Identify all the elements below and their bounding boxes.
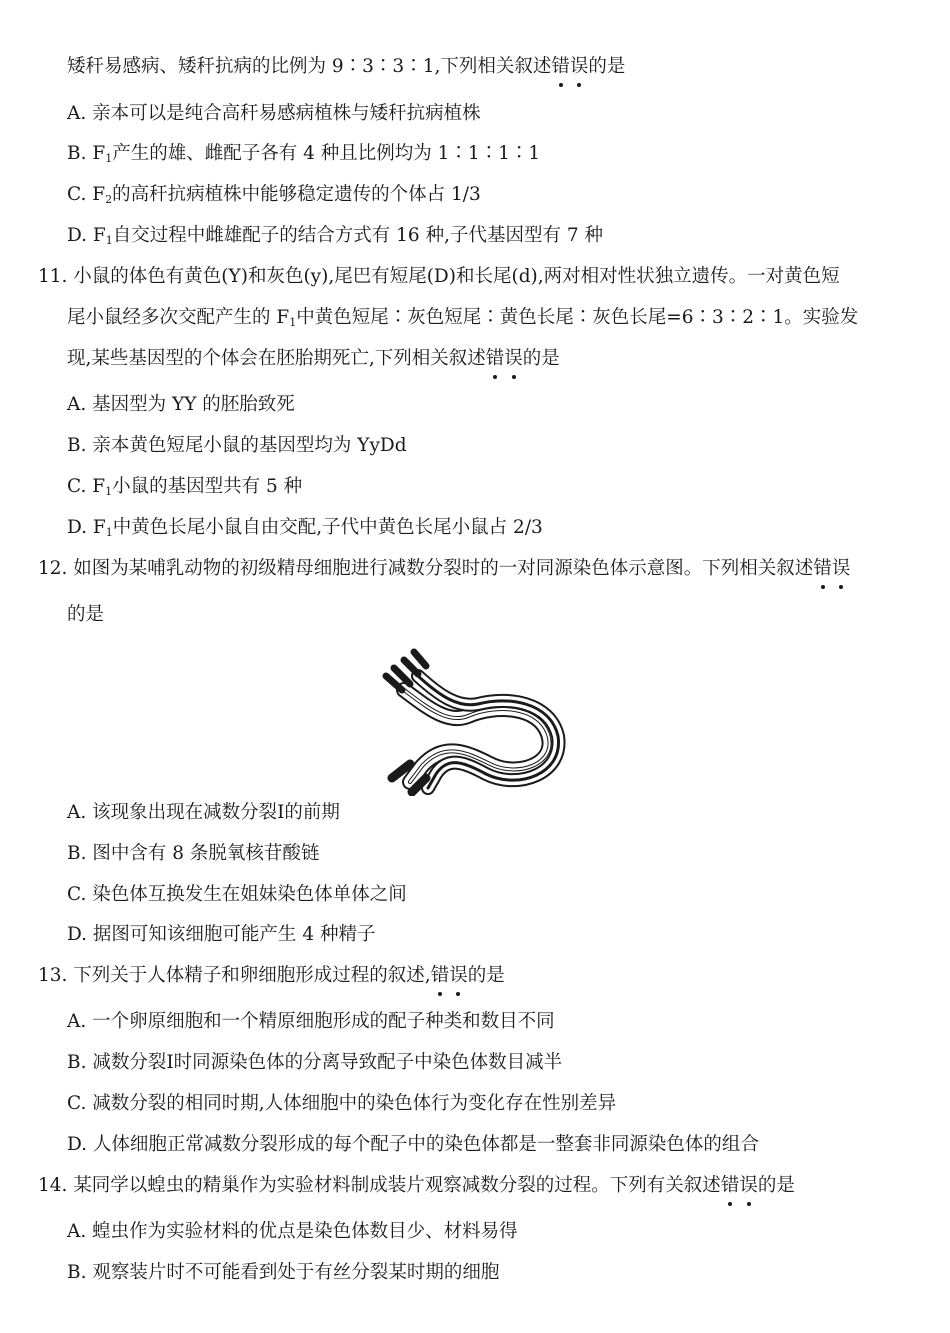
emphasis-char: 误: [504, 346, 523, 372]
q11-stem-line2: 尾小鼠经多次交配产生的 $F_1$中黄色短尾∶灰色短尾∶黄色长尾∶灰色长尾=6∶3∶2∶1。实验发: [67, 307, 859, 329]
emphasis-char: 错: [486, 346, 505, 372]
emphasis-char: 错: [721, 1173, 740, 1199]
q11-option-a: A. 基因型为 YY 的胚胎致死: [67, 394, 295, 415]
q13-stem: 13. 下列关于人体精子和卵细胞形成过程的叙述,错误的是: [38, 963, 505, 989]
q11-option-d: D. $F_1$中黄色长尾小鼠自由交配,子代中黄色长尾小鼠占 2/3: [67, 517, 543, 539]
q11-option-b: B. 亲本黄色短尾小鼠的基因型均为 YyDd: [67, 435, 407, 456]
q14-option-b: B. 观察装片时不可能看到处于有丝分裂某时期的细胞: [67, 1262, 500, 1283]
q10-stem-tail: 矮秆易感病、矮秆抗病的比例为 9∶3∶3∶1,下列相关叙述错误的是: [67, 54, 625, 80]
homologous-chromosomes-figure: [378, 646, 568, 796]
emphasis-char: 误: [570, 54, 589, 80]
q10-option-a: A. 亲本可以是纯合高秆易感病植株与矮秆抗病植株: [67, 103, 481, 124]
q13-option-a: A. 一个卵原细胞和一个精原细胞形成的配子种类和数目不同: [67, 1011, 555, 1032]
q13-option-d: D. 人体细胞正常减数分裂形成的每个配子中的染色体都是一整套非同源染色体的组合: [67, 1134, 759, 1155]
q10-option-b: B. $F_1$产生的雄、雌配子各有 4 种且比例均为 1∶1∶1∶1: [67, 143, 541, 165]
emphasis-char: 错: [431, 963, 450, 989]
emphasis-char: 误: [449, 963, 468, 989]
q10-option-d: D. $F_1$自交过程中雌雄配子的结合方式有 16 种,子代基因型有 7 种: [67, 225, 603, 247]
q14-stem: 14. 某同学以蝗虫的精巢作为实验材料制成装片观察减数分裂的过程。下列有关叙述错误的是: [38, 1173, 795, 1199]
q12-option-d: D. 据图可知该细胞可能产生 4 种精子: [67, 924, 376, 945]
emphasis-char: 误: [739, 1173, 758, 1199]
emphasis-char: 错: [551, 54, 570, 80]
q14-option-a: A. 蝗虫作为实验材料的优点是染色体数目少、材料易得: [67, 1221, 518, 1242]
q13-option-c: C. 减数分裂的相同时期,人体细胞中的染色体行为变化存在性别差异: [67, 1093, 617, 1114]
emphasis-char: 错: [813, 556, 832, 582]
q13-option-b: B. 减数分裂Ⅰ时同源染色体的分离导致配子中染色体数目减半: [67, 1052, 563, 1073]
emphasis-char: 误: [832, 556, 851, 582]
q12-stem-line2: 的是: [67, 604, 105, 625]
q11-option-c: C. $F_1$小鼠的基因型共有 5 种: [67, 476, 303, 498]
q12-option-c: C. 染色体互换发生在姐妹染色体单体之间: [67, 884, 407, 905]
q12-option-a: A. 该现象出现在减数分裂Ⅰ的前期: [67, 802, 340, 823]
q12-stem-line1: 12. 如图为某哺乳动物的初级精母细胞进行减数分裂时的一对同源染色体示意图。下列相关叙述错误: [38, 556, 850, 582]
q11-stem-line3: 现,某些基因型的个体会在胚胎期死亡,下列相关叙述错误的是: [67, 346, 560, 372]
q10-option-c: C. $F_2$的高秆抗病植株中能够稳定遗传的个体占 1/3: [67, 184, 481, 206]
q11-stem-line1: 11. 小鼠的体色有黄色(Y)和灰色(y),尾巴有短尾(D)和长尾(d),两对相对性状独立遗传。一对黄色短: [38, 266, 840, 287]
q12-option-b: B. 图中含有 8 条脱氧核苷酸链: [67, 843, 320, 864]
